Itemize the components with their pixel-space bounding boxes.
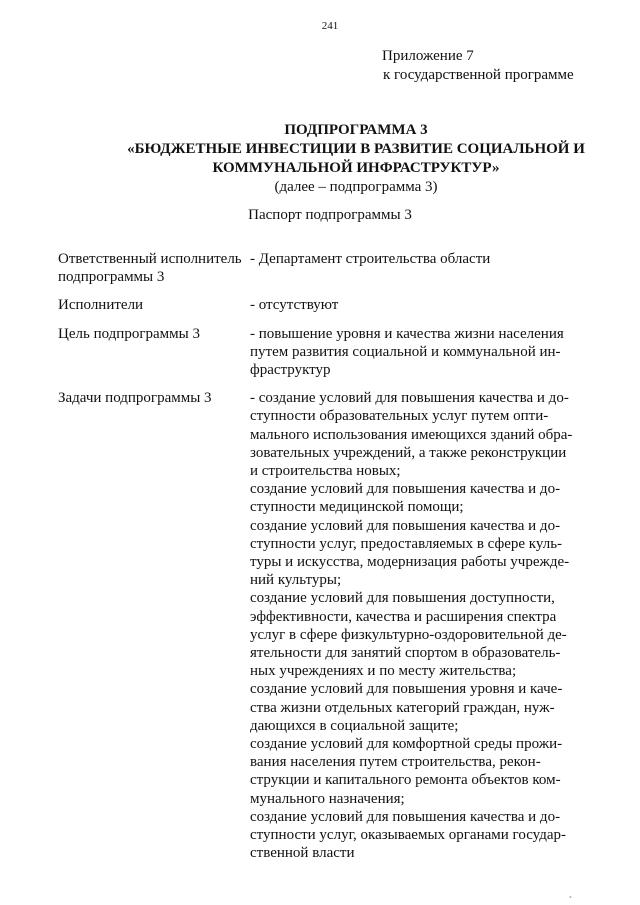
row-label: Ответственный исполнитель подпрограммы 3 [58,251,242,286]
row-label: Цель подпрограммы 3 [58,325,200,342]
corner-mark: ∘ [569,895,572,901]
appendix-line-1: Приложение 7 [382,48,474,64]
row-label: Задачи подпрограммы 3 [58,390,212,407]
page-number: 241 [321,20,339,32]
passport-row-goal [58,325,588,380]
passport-row-executors [58,296,588,314]
subprogram-title [96,121,616,197]
row-value: - создание условий для повышения качества и до- ступности образовательных услуг путем опти- мального использования имеющихся зданий обра- зовательных учреждений, а также реконструкции и строительства новых; создание условий для повышения качества и до- ступности медицинской помощи; создание условий для повышения качества и до- ступности услуг, предоставляемых в сфере куль- туры и искусства, модернизация работы учрежде- ний культуры; создание условий для повышения доступности, эффективности, качества и расширения спектра услуг в сфере физкультурно-оздоровительной де- ятельности для занятий спортом в образователь- ных учреждениях и по месту жительства; создание условий для повышения уровня и каче- ства жизни отдельных категорий граждан, нуж- дающихся в социальной защите; создание условий для комфортной среды прожи- вания населения путем строительства, рекон- струкции и капитального ремонта объектов ком- мунального назначения; создание условий для повышения качества и до- ступности услуг, оказываемых органами государ- ственной власти [250,390,573,862]
passport-table [58,250,588,873]
passport-row-tasks [58,389,588,862]
row-value: - Департамент строительства области [250,251,491,267]
appendix-note [382,47,574,85]
row-value: - повышение уровня и качества жизни населения путем развития социальной и коммунальной ин- фраструктур [250,325,564,379]
row-label: Исполнители [58,297,144,314]
passport-row-responsible [58,250,588,286]
title-line-4: (далее – подпрограмма 3) [274,179,438,195]
appendix-line-2: к государственной программе [383,67,574,83]
row-value: - отсутствуют [250,297,339,314]
title-line-3: КОММУНАЛЬНОЙ ИНФРАСТРУКТУР» [212,160,500,176]
passport-title: Паспорт подпрограммы 3 [248,207,412,223]
title-line-2: «БЮДЖЕТНЫЕ ИНВЕСТИЦИИ В РАЗВИТИЕ СОЦИАЛЬНОЙ И [127,141,585,157]
title-line-1: ПОДПРОГРАММА 3 [284,122,428,138]
